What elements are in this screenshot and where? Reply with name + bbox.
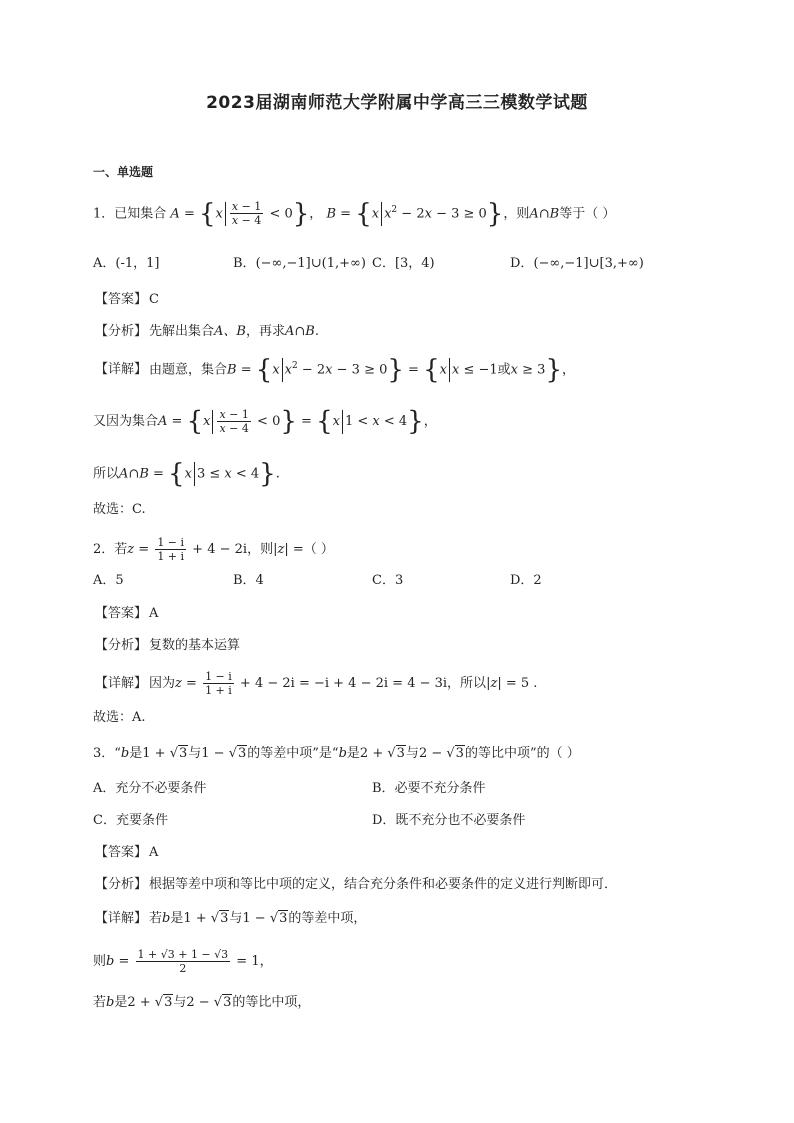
q3-analysis: 【分析】 根据等差中项和等比中项的定义，结合充分条件和必要条件的定义进行判断即可． [95,877,618,892]
section-heading: 一、单选题 [93,165,154,179]
q2-answer: 【答案】 A [95,606,159,621]
q3-option-b: B．必要不充分条件 [372,781,486,796]
question-1-stem: 1．已知集合 A = {x $\frac{x - 1}{x - 4}$ < 0}， B = {x $x^2 - 2x - 3 \ge 0$}，则A∩B等于（ ） [93,198,616,229]
q1-option-d: D．(−∞,−1]∪[3,+∞) [510,256,644,271]
question-2-stem: 2．若z = $\frac{1 - i}{1 + i}$ + 4 − 2i，则|z| =（ ） [93,536,334,563]
q1-detail-2: 又因为集合A = {x $\frac{x - 1}{x - 4}$ < 0} = {x 1 < x < 4}， [93,406,437,437]
page-title: 2023届湖南师范大学附属中学高三三模数学试题 [206,93,588,113]
q2-analysis: 【分析】 复数的基本运算 [95,638,241,653]
q3-option-c: C．充要条件 [93,813,168,828]
question-3-stem: 3．“b是1 + √3与1 − √3的等差中项”是“b是2 + √3与2 − √3的等比中项”的（ ） [93,746,580,761]
q3-detail-1: 【详解】 若b是1 + √3与1 − √3的等差中项， [95,911,367,926]
q1-option-c: C．[3，4) [372,256,435,271]
q1-conclusion: 故选：C. [93,502,146,517]
q1-option-b: B．(−∞,−1]∪(1,+∞) [233,256,366,271]
q2-detail: 【详解】 因为z = $\frac{1 - i}{1 + i}$ + 4 − 2i = −i + 4 − 2i = 4 − 3i，所以|z| = 5 . [95,670,538,697]
q2-option-d: D．2 [510,573,542,588]
q3-option-a: A．充分不必要条件 [93,781,207,796]
q2-option-b: B．4 [233,573,264,588]
q3-answer: 【答案】 A [95,845,159,860]
q1-detail-3: 所以A∩B = {x 3 ≤ x < 4}. [93,459,280,489]
q2-option-a: A．5 [93,573,124,588]
q1-answer: 【答案】 C [95,292,159,307]
q3-detail-2: 则b = $\frac{1 + √3 + 1 - √3}{2}$ = 1， [93,948,273,975]
q3-detail-3: 若b是2 + √3与2 − √3的等比中项， [93,995,311,1010]
q2-conclusion: 故选：A. [93,710,146,725]
q1-analysis: 【分析】 先解出集合A、B，再求A∩B. [95,324,319,339]
q1-detail-1: 【详解】 由题意，集合B = {x $x^2 - 2x - 3 \ge 0\} = \{x$ x ≤ −1或x ≥ 3}， [95,354,576,385]
q2-option-c: C．3 [372,573,404,588]
q1-option-a: A．(-1，1] [93,256,160,271]
q3-option-d: D．既不充分也不必要条件 [372,813,526,828]
